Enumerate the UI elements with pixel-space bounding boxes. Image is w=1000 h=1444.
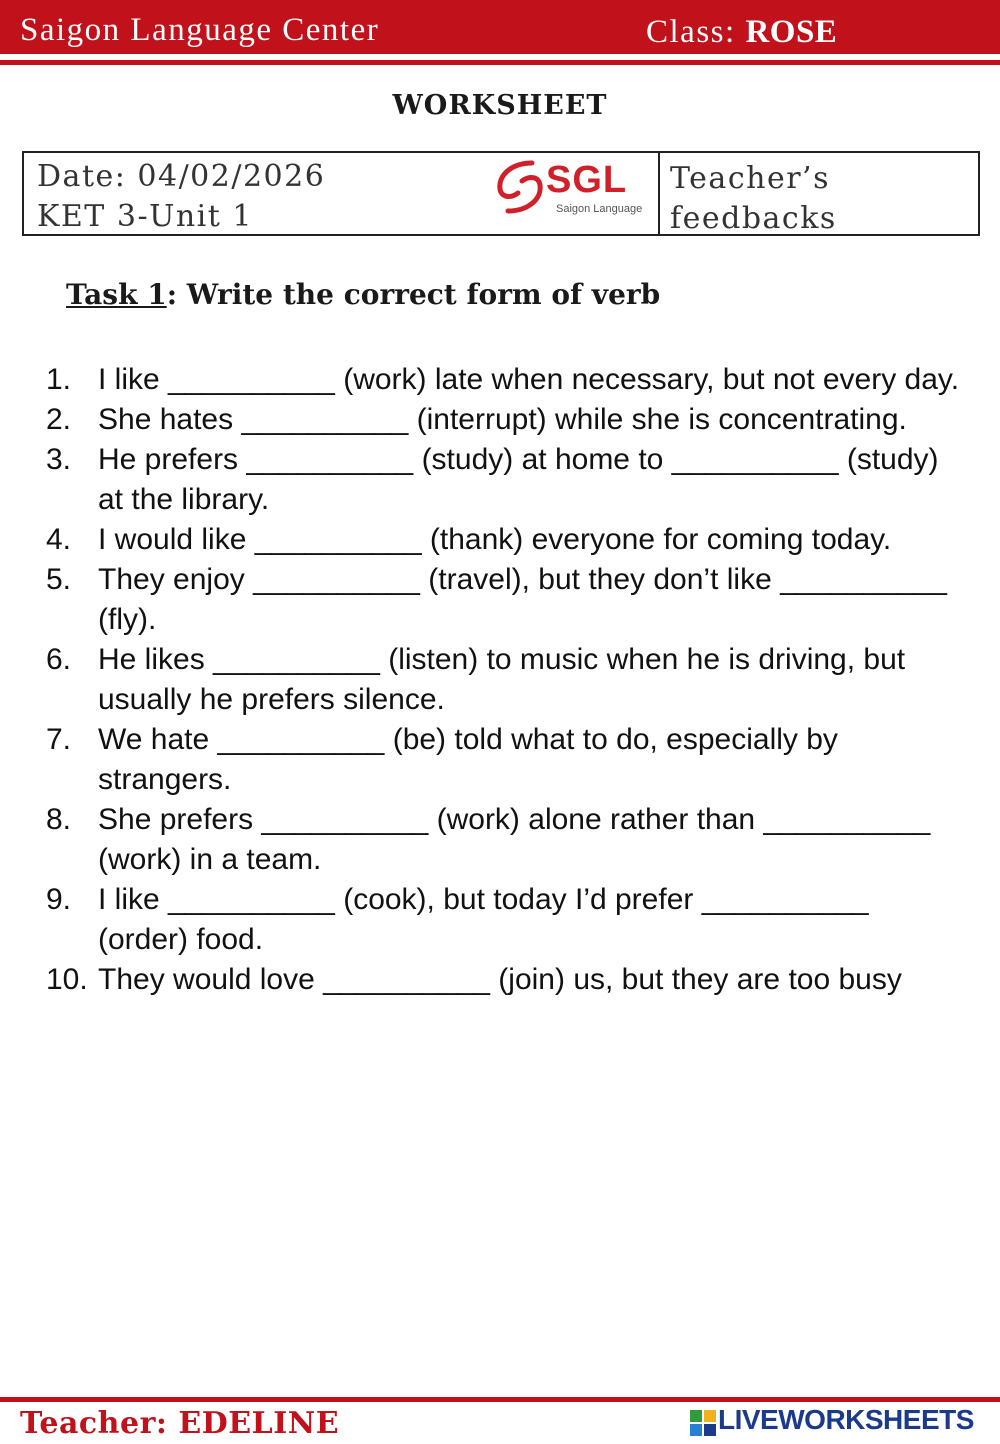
center-name: Saigon Language Center — [20, 12, 380, 48]
worksheet-title: WORKSHEET — [392, 90, 608, 121]
question-number: 8. — [46, 803, 72, 836]
question-item — [46, 360, 966, 400]
question-number: 6. — [46, 643, 72, 676]
question-text: He prefers __________ (study) at home to __________ (study) at the library. — [98, 443, 939, 516]
question-number: 7. — [46, 723, 72, 756]
question-number: 10. — [46, 963, 88, 996]
question-item — [46, 400, 966, 440]
question-text: They would love __________ (join) us, but they are too busy — [98, 963, 902, 996]
swoosh-icon — [492, 157, 548, 217]
question-text: She hates __________ (interrupt) while she is concentrating. — [98, 403, 907, 436]
question-number: 2. — [46, 403, 72, 436]
question-text: He likes __________ (listen) to music when he is driving, but usually he prefers silence. — [98, 643, 906, 716]
class-name: ROSE — [745, 14, 838, 50]
teacher-feedback-cell: Teacher’s feedbacks — [670, 161, 837, 236]
question-item — [46, 560, 966, 640]
logo-subtitle: Saigon Language — [556, 203, 643, 215]
teacher-name: Teacher: EDELINE — [20, 1406, 340, 1441]
liveworksheets-logo-icon — [690, 1410, 716, 1436]
header-divider — [0, 60, 1000, 65]
header-bar — [0, 0, 1000, 54]
question-text: I would like __________ (thank) everyone for coming today. — [98, 523, 892, 556]
question-item — [46, 520, 966, 560]
liveworksheets-text: LIVEWORKSHEETS — [718, 1404, 974, 1435]
question-item — [46, 640, 966, 720]
question-number: 9. — [46, 883, 72, 916]
task-title — [66, 278, 660, 311]
question-number: 3. — [46, 443, 72, 476]
question-text: I like __________ (work) late when necessary, but not every day. — [98, 363, 960, 396]
footer-divider — [0, 1397, 1000, 1402]
question-text: She prefers __________ (work) alone rather than __________ (work) in a team. — [98, 803, 931, 876]
question-number: 4. — [46, 523, 72, 556]
task-instruction: : Write the correct form of verb — [166, 278, 661, 311]
logo-text: SGL — [546, 159, 628, 201]
question-item — [46, 440, 966, 520]
question-item — [46, 720, 966, 800]
sgl-logo — [492, 157, 652, 217]
question-text: I like __________ (cook), but today I’d prefer __________ (order) food. — [98, 883, 869, 956]
class-label: Class: — [646, 14, 736, 50]
info-left-cell — [24, 153, 660, 234]
question-text: They enjoy __________ (travel), but they don’t like __________ (fly). — [98, 563, 947, 636]
unit-text: KET 3-Unit 1 — [37, 199, 253, 234]
question-item — [46, 880, 966, 960]
class-info — [646, 14, 837, 51]
task-label: Task 1 — [66, 278, 167, 311]
question-item — [46, 800, 966, 880]
question-text: We hate __________ (be) told what to do, especially by strangers. — [98, 723, 838, 796]
question-number: 5. — [46, 563, 72, 596]
question-list — [46, 360, 966, 1000]
question-number: 1. — [46, 363, 72, 396]
date-text: Date: 04/02/2026 — [37, 159, 326, 194]
question-item — [46, 960, 966, 1000]
info-table — [22, 151, 980, 236]
